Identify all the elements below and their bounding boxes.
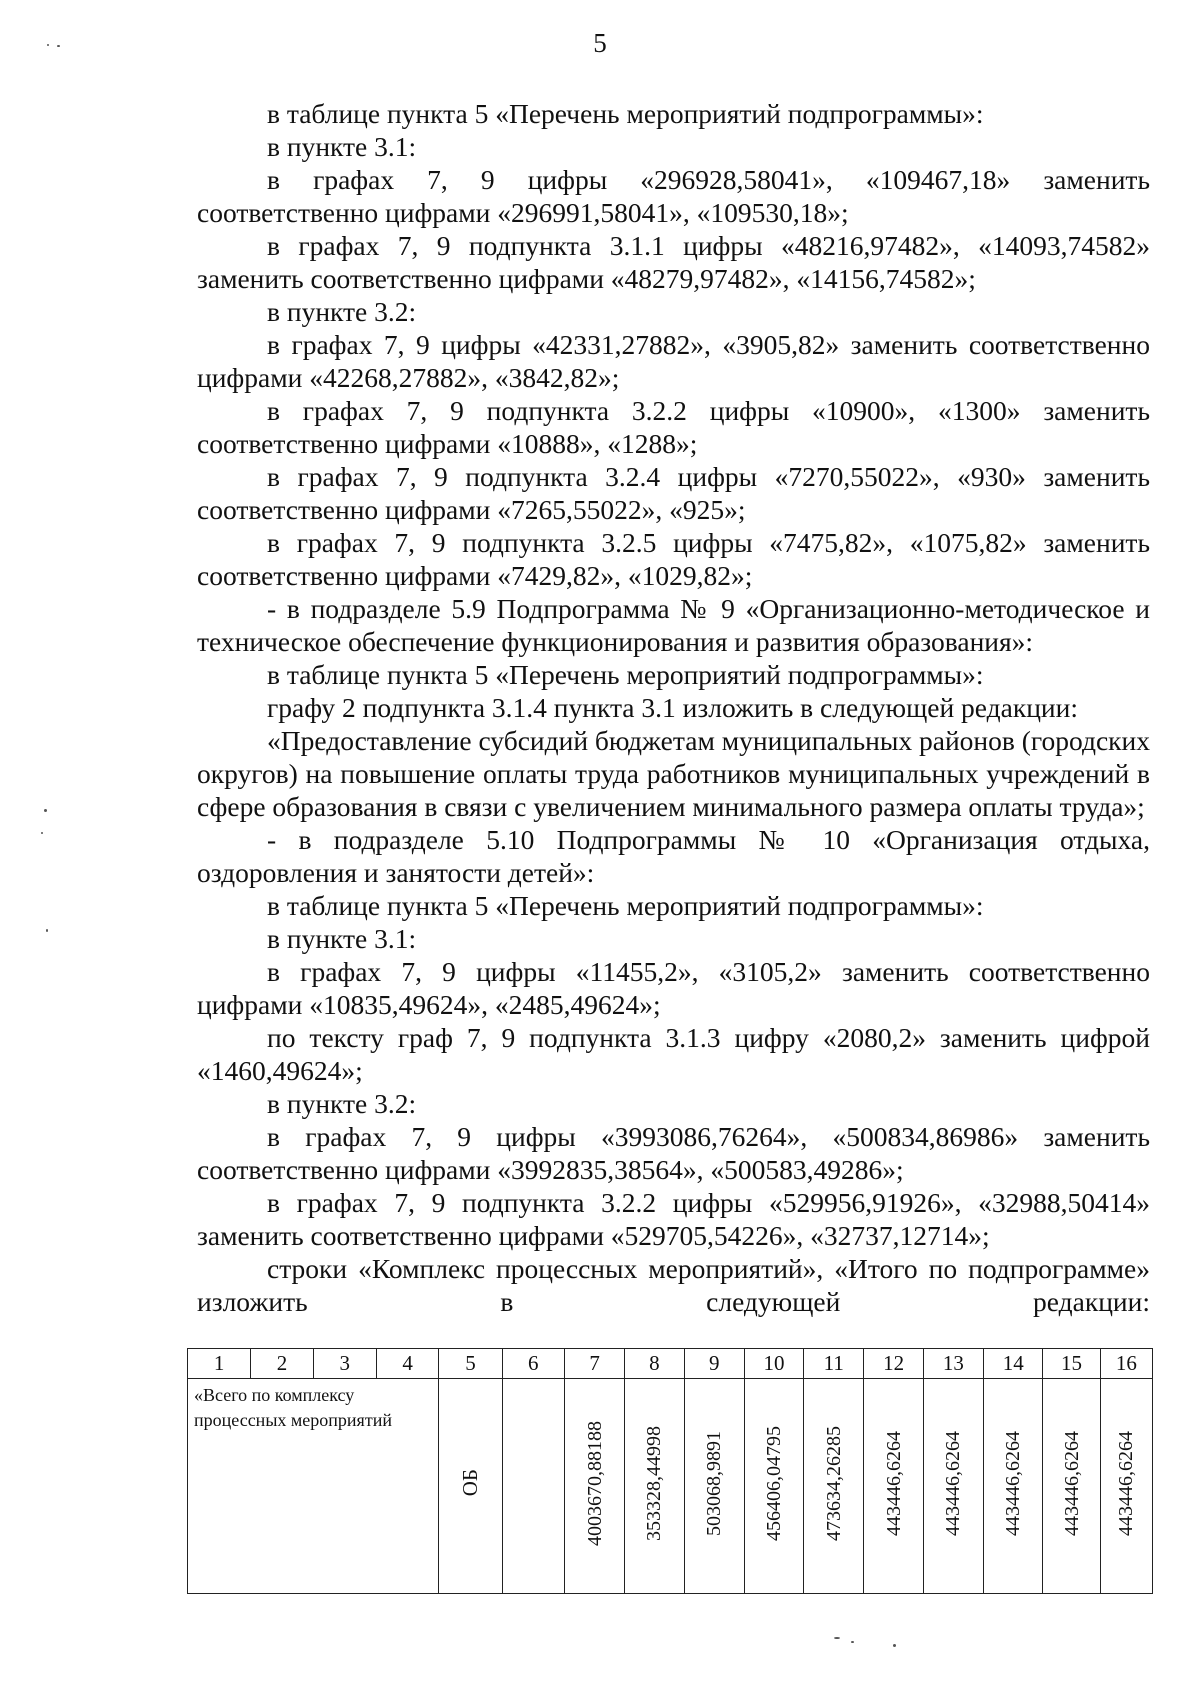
empty-cell: [502, 1379, 564, 1594]
value-cell: [923, 1379, 983, 1594]
funding-source-cell: [439, 1379, 502, 1594]
column-number: 8: [625, 1349, 684, 1379]
column-number: 7: [564, 1349, 624, 1379]
value-cell: [984, 1379, 1043, 1594]
funding-source: ОБ: [458, 1469, 483, 1497]
value-text: 443446,6264: [942, 1430, 965, 1536]
value-cell: [564, 1379, 624, 1594]
value-cell: [1100, 1379, 1152, 1594]
paragraph: в графах 7, 9 цифры «42331,27882», «3905,82» заменить соответственно цифрами «42268,27882», «3842,82»;: [197, 329, 1150, 393]
column-number: 5: [439, 1349, 502, 1379]
document-body: [197, 97, 1150, 1318]
column-number: 15: [1043, 1349, 1100, 1379]
paragraph: в таблице пункта 5 «Перечень мероприятий подпрограммы»:: [267, 659, 984, 690]
column-number: 4: [376, 1349, 438, 1379]
value-text: 443446,6264: [1060, 1430, 1083, 1536]
paragraph: в графах 7, 9 подпункта 3.1.1 цифры «48216,97482», «14093,74582» заменить соответственно цифрами «48279,97482», «14156,74582»;: [197, 230, 1150, 294]
paragraph: в графах 7, 9 цифры «296928,58041», «109467,18» заменить соответственно цифрами «296991,58041», «109530,18»;: [197, 164, 1150, 228]
paragraph: строки «Комплекс процессных мероприятий», «Итого по подпрограмме» изложить в следующей редакции:: [197, 1253, 1150, 1317]
paragraph: - в подразделе 5.10 Подпрограммы № 10 «Организация отдыха, оздоровления и занятости детей»:: [197, 824, 1150, 888]
column-number: 9: [684, 1349, 744, 1379]
value-text: 443446,6264: [882, 1430, 905, 1536]
paragraph: в графах 7, 9 подпункта 3.2.2 цифры «10900», «1300» заменить соответственно цифрами «10888», «1288»;: [197, 395, 1150, 459]
page-number: 5: [593, 28, 607, 58]
table-row: [188, 1379, 1153, 1594]
value-text: 503068,9891: [703, 1430, 726, 1536]
paragraph: в графах 7, 9 подпункта 3.2.2 цифры «529956,91926», «32988,50414» заменить соответственно цифрами «529705,54226», «32737,12714»;: [197, 1187, 1150, 1251]
paragraph: в графах 7, 9 подпункта 3.2.4 цифры «7270,55022», «930» заменить соответственно цифрами «7265,55022», «925»;: [197, 461, 1150, 525]
value-cell: [684, 1379, 744, 1594]
column-number: 1: [188, 1349, 251, 1379]
column-number: 6: [502, 1349, 564, 1379]
paragraph: в таблице пункта 5 «Перечень мероприятий подпрограммы»:: [267, 98, 984, 129]
value-cell: [744, 1379, 803, 1594]
column-number: 13: [923, 1349, 983, 1379]
paragraph: в пункте 3.1:: [267, 131, 417, 162]
column-number: 12: [864, 1349, 923, 1379]
paragraph: в пункте 3.2:: [267, 1088, 417, 1119]
value-text: 456406,04795: [762, 1425, 785, 1541]
paragraph: «Предоставление субсидий бюджетам муниципальных районов (городских округов) на повышение оплаты труда работников муниципальных учреждений в сфере образования в связи с увеличением минимального размера оплаты труда»;: [197, 725, 1150, 822]
value-cell: [1043, 1379, 1100, 1594]
value-cell: [864, 1379, 923, 1594]
paragraph: в графах 7, 9 подпункта 3.2.5 цифры «7475,82», «1075,82» заменить соответственно цифрами «7429,82», «1029,82»;: [197, 527, 1150, 591]
paragraph: графу 2 подпункта 3.1.4 пункта 3.1 изложить в следующей редакции:: [267, 692, 1078, 723]
value-text: 443446,6264: [1002, 1430, 1025, 1536]
value-text: 353328,44998: [643, 1425, 666, 1541]
paragraph: в таблице пункта 5 «Перечень мероприятий подпрограммы»:: [267, 890, 984, 921]
value-text: 4003670,88188: [583, 1420, 606, 1546]
value-text: 473634,26285: [822, 1425, 845, 1541]
paragraph: в пункте 3.2:: [267, 296, 417, 327]
amendment-table: [187, 1348, 1153, 1594]
column-number: 11: [804, 1349, 864, 1379]
table-header-row: [188, 1349, 1153, 1379]
value-cell: [625, 1379, 684, 1594]
paragraph: по тексту граф 7, 9 подпункта 3.1.3 цифру «2080,2» заменить цифрой «1460,49624»;: [197, 1022, 1150, 1086]
row-label: «Всего по комплексу процессных мероприятий: [188, 1379, 439, 1594]
column-number: 3: [313, 1349, 376, 1379]
column-number: 14: [984, 1349, 1043, 1379]
column-number: 2: [251, 1349, 313, 1379]
paragraph: в пункте 3.1:: [267, 923, 417, 954]
value-text: 443446,6264: [1115, 1430, 1138, 1536]
value-cell: [804, 1379, 864, 1594]
paragraph: в графах 7, 9 цифры «3993086,76264», «500834,86986» заменить соответственно цифрами «3992835,38564», «500583,49286»;: [197, 1121, 1150, 1185]
paragraph: - в подразделе 5.9 Подпрограмма № 9 «Организационно-методическое и техническое обеспечение функционирования и развития образования»:: [197, 593, 1150, 657]
column-number: 10: [744, 1349, 803, 1379]
column-number: 16: [1100, 1349, 1152, 1379]
paragraph: в графах 7, 9 цифры «11455,2», «3105,2» заменить соответственно цифрами «10835,49624», «2485,49624»;: [197, 956, 1150, 1020]
